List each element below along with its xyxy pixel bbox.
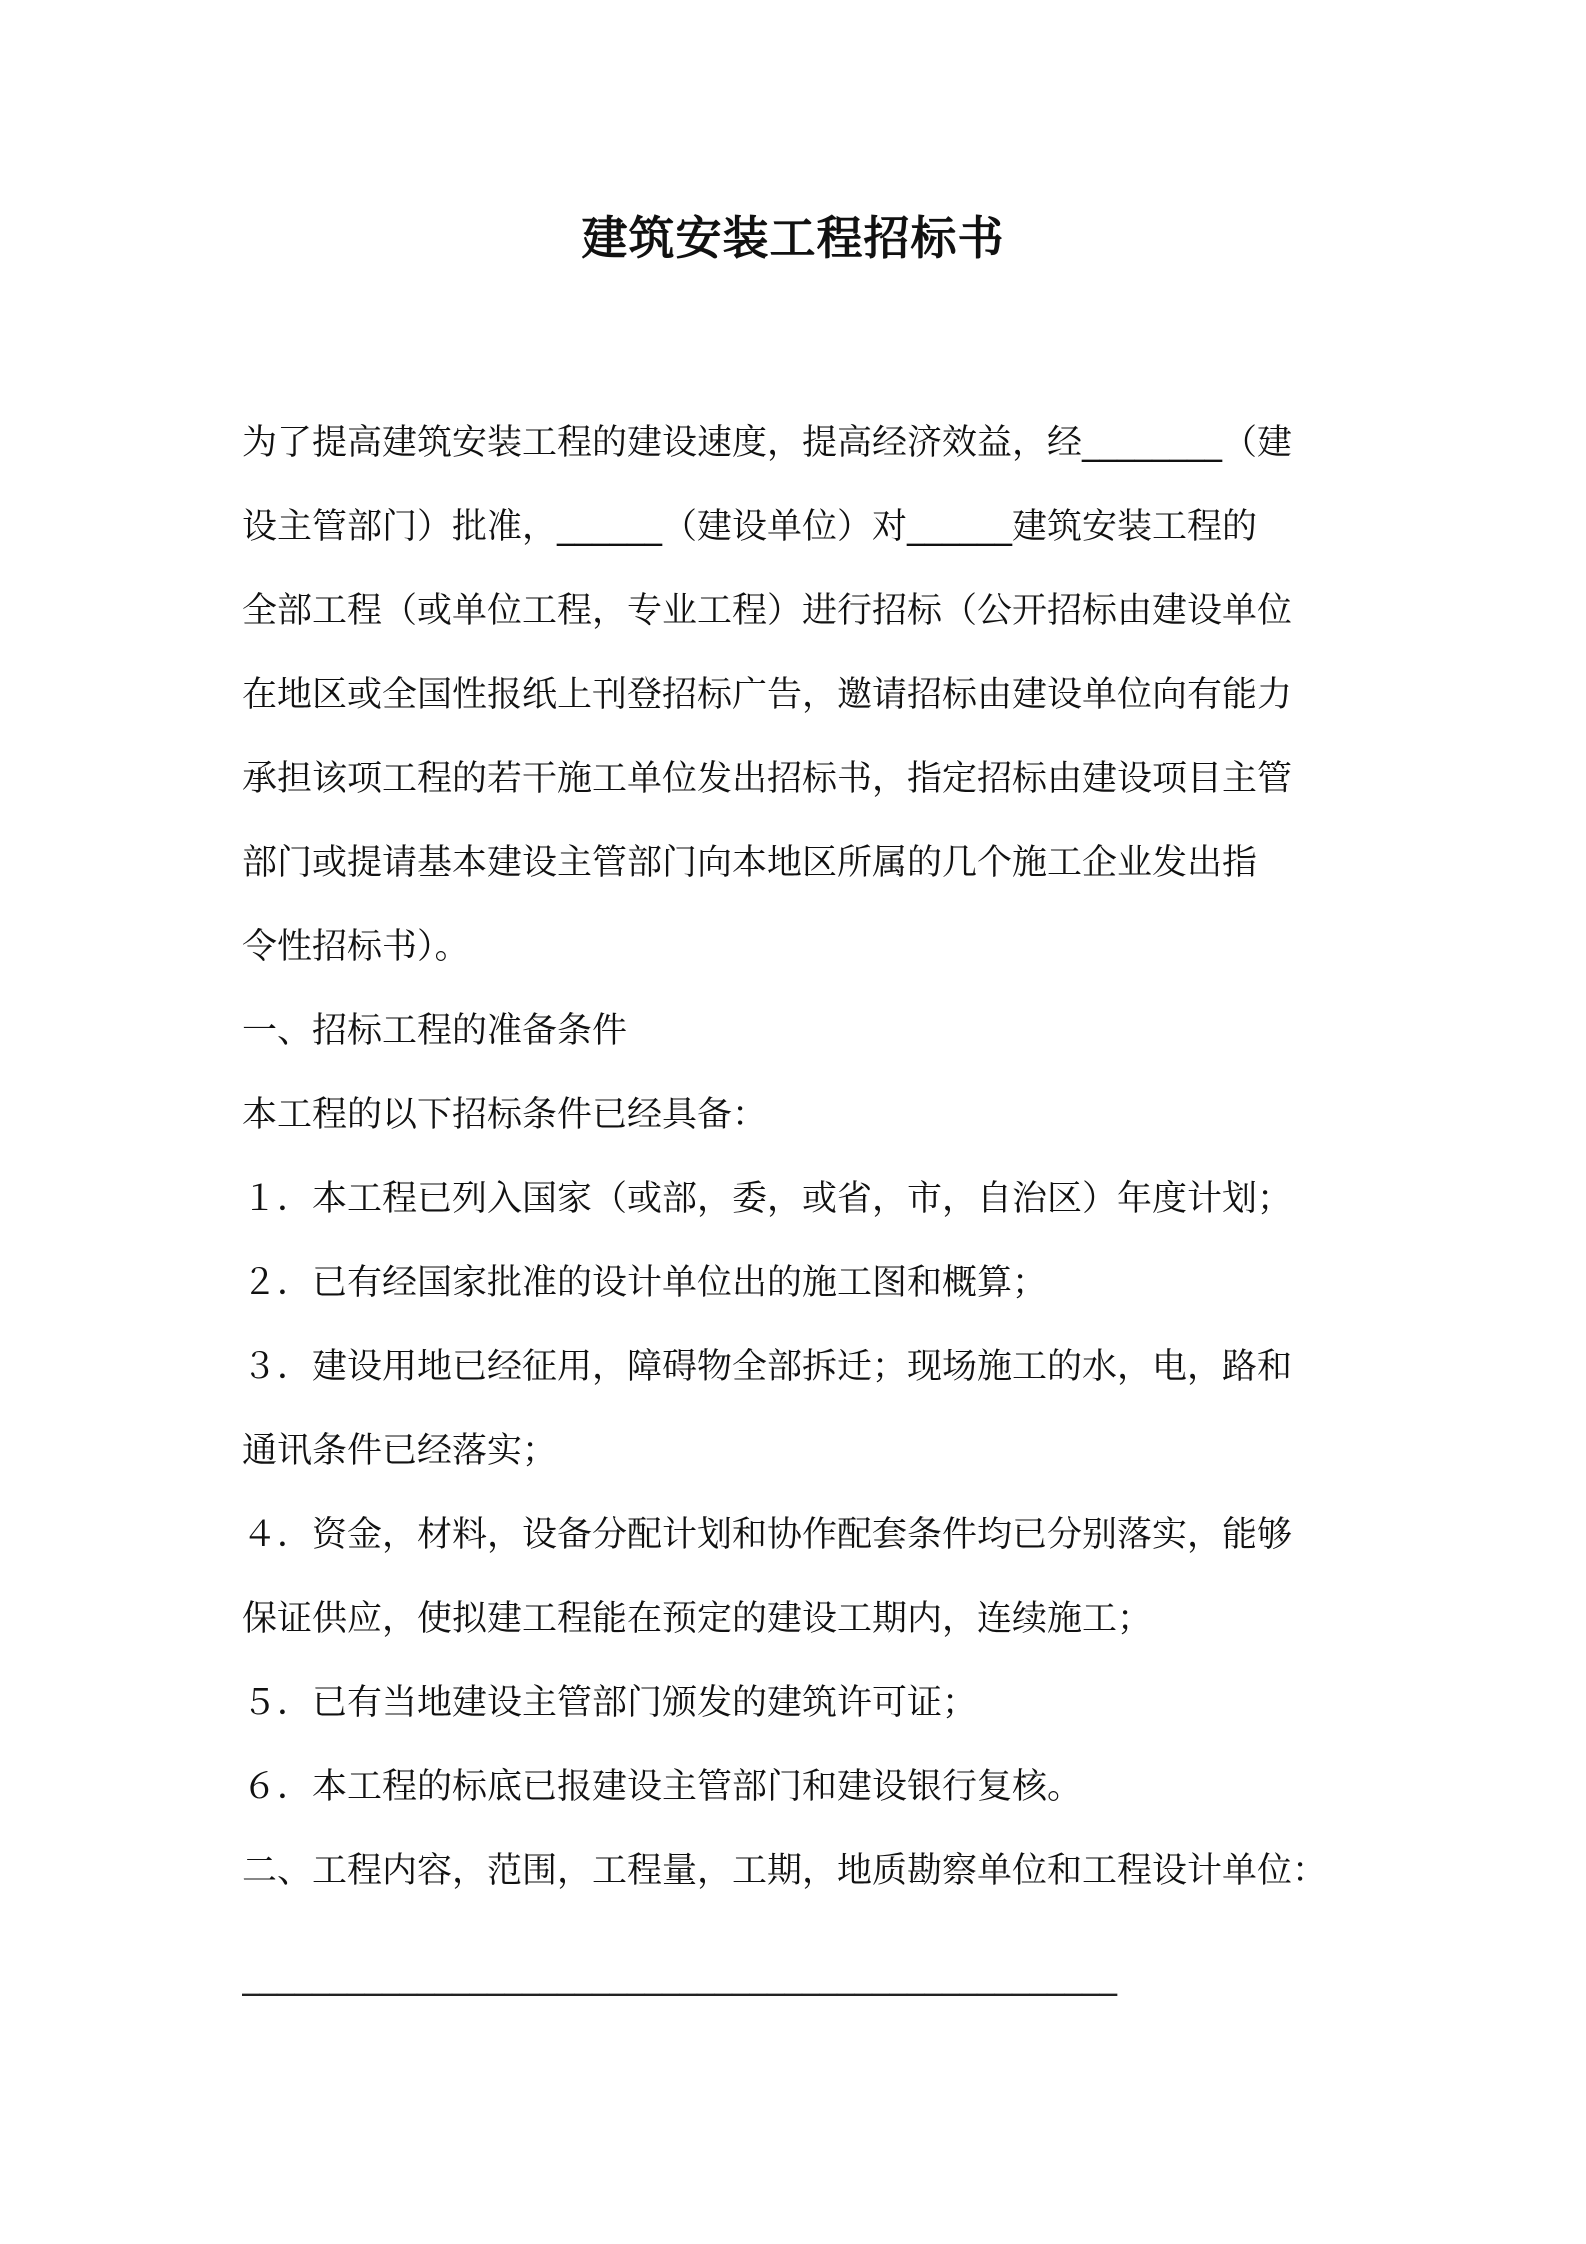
paragraph-intro-line-2: 设主管部门）批准，______（建设单位）对______建筑安装工程的	[242, 507, 1258, 547]
section-heading-2: 二、工程内容，范围，工程量，工期，地质勘察单位和工程设计单位：	[242, 1851, 1328, 1891]
condition-item-6: ６．本工程的标底已报建设主管部门和建设银行复核。	[242, 1767, 1083, 1807]
condition-item-4-line-1: ４．资金，材料，设备分配计划和协作配套条件均已分别落实，能够	[242, 1515, 1293, 1555]
paragraph-intro-line-7: 令性招标书）。	[242, 927, 470, 967]
document-title: 建筑安装工程招标书	[581, 211, 1005, 265]
section-1-lead: 本工程的以下招标条件已经具备：	[242, 1095, 768, 1135]
document-body	[242, 401, 1362, 2019]
paragraph-intro-line-1: 为了提高建筑安装工程的建设速度，提高经济效益，经________（建	[242, 423, 1293, 463]
section-heading-1: 一、招标工程的准备条件	[242, 1011, 628, 1051]
condition-item-3-line-1: ３．建设用地已经征用，障碍物全部拆迁；现场施工的水，电，路和	[242, 1347, 1293, 1387]
condition-item-1: １．本工程已列入国家（或部，委，或省，市，自治区）年度计划；	[242, 1179, 1293, 1219]
condition-item-4-line-2: 保证供应，使拟建工程能在预定的建设工期内，连续施工；	[242, 1599, 1153, 1639]
fill-in-blank-line: __________________________________________________	[242, 1957, 1117, 1997]
paragraph-intro-line-6: 部门或提请基本建设主管部门向本地区所属的几个施工企业发出指	[242, 843, 1258, 883]
condition-item-5: ５．已有当地建设主管部门颁发的建筑许可证；	[242, 1683, 978, 1723]
paragraph-intro-line-3: 全部工程（或单位工程，专业工程）进行招标（公开招标由建设单位	[242, 591, 1293, 631]
paragraph-intro-line-5: 承担该项工程的若干施工单位发出招标书，指定招标由建设项目主管	[242, 759, 1293, 799]
paragraph-intro-line-4: 在地区或全国性报纸上刊登招标广告，邀请招标由建设单位向有能力	[242, 675, 1293, 715]
condition-item-3-line-2: 通讯条件已经落实；	[242, 1431, 558, 1471]
condition-item-2: ２．已有经国家批准的设计单位出的施工图和概算；	[242, 1263, 1048, 1303]
